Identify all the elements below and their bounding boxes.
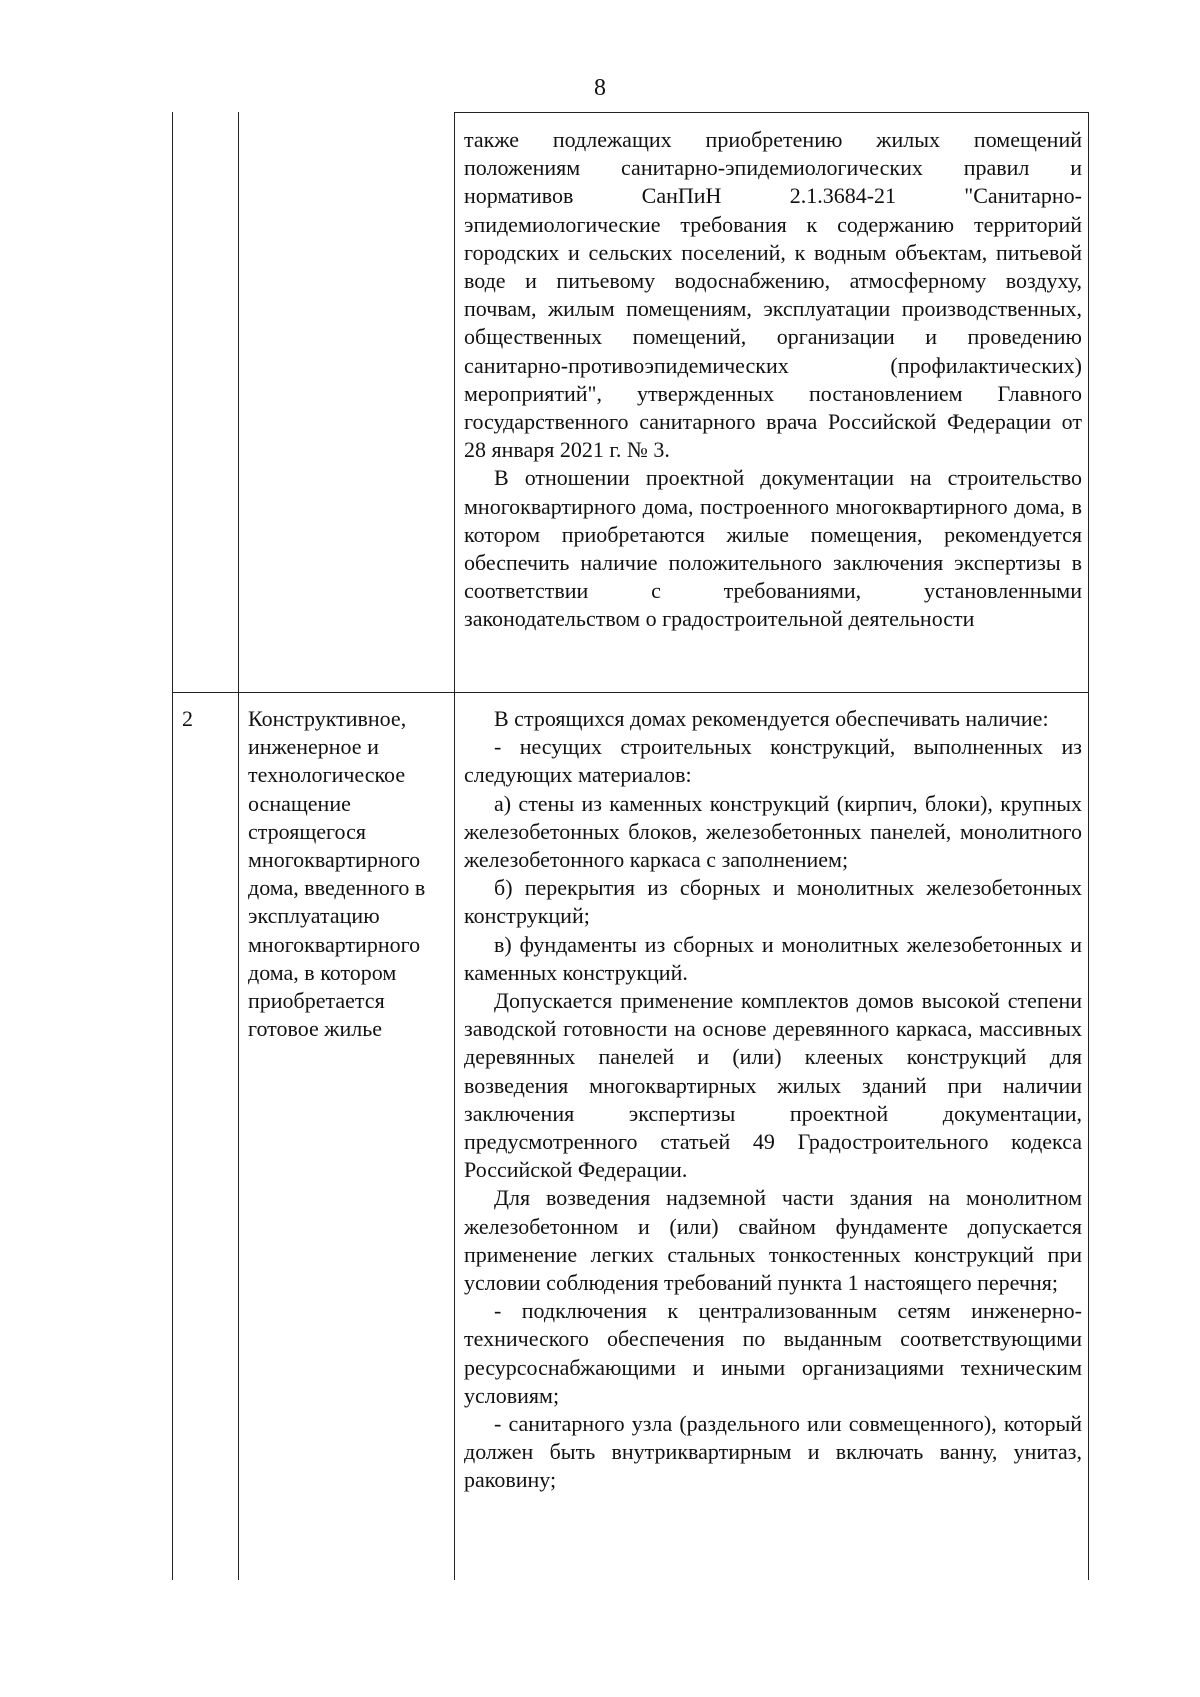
table-column-divider-2 — [454, 112, 455, 1580]
requirement-paragraph: Допускается применение комплектов домов высокой степени заводской готовности на основе деревянного каркаса, массивных деревянных панелей и (или) клееных конструкций для возведения многоквартирных жилых зданий при наличии заключения экспертизы проектной документации, предусмотренного статьей 49 Градостроительного кодекса Российской Федерации. — [464, 988, 1082, 1183]
table-left-border — [172, 112, 173, 1580]
requirements-table — [172, 112, 1088, 1580]
requirement-paragraph: также подлежащих приобретению жилых помещений положениям санитарно-эпидемиологических правил и нормативов СанПиН 2.1.3684-21 "Санитарно-эпидемиологические требования к содержанию территорий городских и сельских поселений, к водным объектам, питьевой воде и питьевому водоснабжению, атмосферному воздуху, почвам, жилым помещениям, эксплуатации производственных, общественных помещений, организации и проведению санитарно-противоэпидемических (профилактических) мероприятий", утвержденных постановлением Главного государственного санитарного врача Российской Федерации от 28 января 2021 г. № 3. — [464, 127, 1082, 463]
table-right-border — [1088, 112, 1089, 1580]
requirement-paragraph: В строящихся домах рекомендуется обеспечивать наличие: — [494, 706, 1049, 731]
criterion-name-text: Конструктивное, инженерное и технологическое оснащение строящегося многоквартирного дома, введенного в эксплуатацию многоквартирного дома, в котором приобретается готовое жилье — [248, 706, 426, 1042]
row-continued-requirements — [464, 126, 1082, 634]
table-top-border — [454, 112, 1088, 113]
requirement-paragraph: Для возведения надземной части здания на монолитном железобетонном и (или) свайном фундаменте допускается применение легких стальных тонкостенных конструкций при условии соблюдения требований пункта 1 настоящего перечня; — [464, 1185, 1082, 1296]
requirement-paragraph: В отношении проектной документации на строительство многоквартирного дома, построенного многоквартирного дома, в котором приобретаются жилые помещения, рекомендуется обеспечить наличие положительного заключения экспертизы в соответствии с требованиями, установленными законодательством о градостроительной деятельности — [464, 465, 1082, 632]
requirement-paragraph: а) стены из каменных конструкций (кирпич, блоки), крупных железобетонных блоков, железобетонных панелей, монолитного железобетонного каркаса с заполнением; — [464, 790, 1082, 873]
table-column-divider-1 — [238, 112, 239, 1580]
requirement-paragraph: б) перекрытия из сборных и монолитных железобетонных конструкций; — [464, 875, 1082, 929]
requirement-paragraph: - несущих строительных конструкций, выполненных из следующих материалов: — [464, 734, 1082, 788]
table-row-divider — [172, 692, 1088, 693]
row-criterion-name — [248, 705, 448, 1043]
requirement-paragraph: - подключения к централизованным сетям инженерно-технического обеспечения по выданным соответствующими ресурсоснабжающими и иными организациями техническим условиям; — [464, 1298, 1082, 1408]
page-number: 8 — [594, 75, 606, 101]
requirement-paragraph: - санитарного узла (раздельного или совмещенного), который должен быть внутриквартирным и включать ванну, унитаз, раковину; — [464, 1411, 1082, 1493]
row-number: 2 — [182, 706, 193, 731]
requirement-paragraph: в) фундаменты из сборных и монолитных железобетонных и каменных конструкций. — [464, 931, 1082, 985]
row-requirements — [464, 705, 1082, 1495]
